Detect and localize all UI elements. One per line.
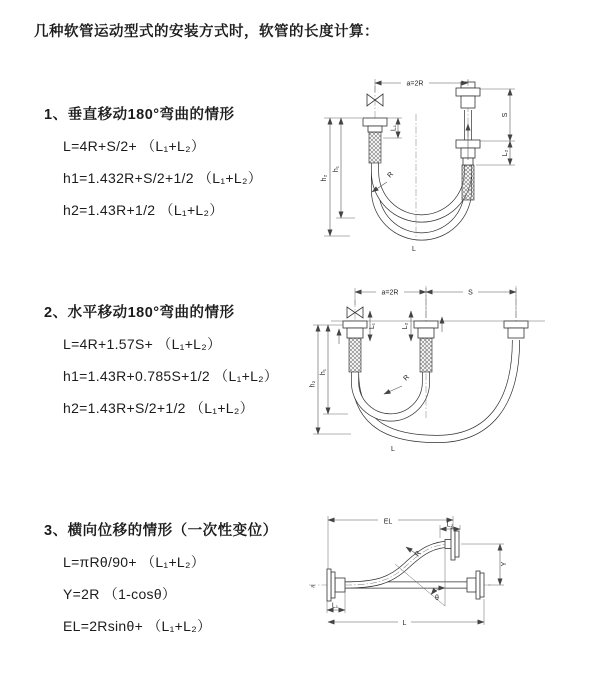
formula-line: h1=1.432R+S/2+1/2 （L₁+L₂） (63, 170, 263, 186)
dim-label-l2: L₂ (446, 521, 454, 529)
dim-label-y: Y (501, 561, 508, 567)
braid-section (462, 165, 474, 200)
section-lateral-displacement (44, 519, 278, 636)
flange-fitting-right (504, 321, 528, 338)
section-3-heading: 3、横向位移的情形（一次性变位） (44, 523, 278, 539)
dim-label-h2: h₂ (321, 174, 328, 182)
flange-fitting-left (363, 118, 387, 132)
break-symbol: ≈ (311, 583, 315, 591)
length-label: L (391, 446, 395, 453)
radius-label: R (386, 170, 395, 180)
flange-fitting-ghost-right (467, 571, 484, 599)
braid-section (349, 338, 361, 372)
diagram-vertical-bend (310, 70, 590, 255)
dim-label-l2: L₂ (502, 149, 509, 157)
flange-fitting-top-right (445, 528, 459, 560)
diagram-lateral-displacement (295, 500, 600, 645)
diagram-horizontal-bend (303, 282, 593, 457)
dim-label-l1: L₁ (331, 602, 339, 610)
length-label: L (402, 620, 407, 627)
angle-arc (431, 588, 445, 595)
dim-label-l1: L₁ (390, 124, 398, 132)
radius-label: R (413, 549, 423, 559)
section-vertical-movement (44, 103, 262, 220)
formula-line: h2=1.43R+1/2 （L₁+L₂） (63, 202, 224, 218)
page-title: 几种软管运动型式的安装方式时，软管的长度计算： (34, 24, 379, 40)
dim-label-l1: L₁ (369, 322, 376, 330)
section-2-heading: 2、水平移动180°弯曲的情形 (44, 305, 235, 321)
dim-label-el: EL (383, 518, 393, 526)
hose-centerline (345, 544, 452, 585)
dim-label-a2r: a=2R (406, 80, 424, 88)
formula-line: h1=1.43R+0.785S+1/2 （L₁+L₂） (63, 368, 279, 384)
braid-section (369, 132, 381, 163)
flange-fitting-middle (414, 321, 438, 338)
radius-label: R (402, 373, 411, 383)
section-1-heading: 1、垂直移动180°弯曲的情形 (44, 107, 235, 123)
angle-label: θ (435, 595, 439, 602)
dim-label-h2: h₂ (309, 380, 317, 388)
dim-label-h1: h₁ (320, 368, 327, 376)
dim-label-l2: L₂ (402, 322, 409, 330)
section-horizontal-movement (44, 301, 278, 418)
formula-line: h2=1.43R+S/2+1/2 （L₁+L₂） (63, 400, 254, 416)
formula-line: EL=2Rsinθ+ （L₁+L₂） (63, 618, 212, 634)
formula-line: L=4R+1.57S+ （L₁+L₂） (63, 336, 222, 352)
formula-line: L=4R+S/2+ （L₁+L₂） (63, 138, 206, 154)
formula-line: Y=2R （1-cosθ） (63, 586, 177, 602)
dim-label-s: S (502, 112, 509, 118)
length-label: L (412, 246, 416, 253)
dim-label-s: S (468, 289, 473, 297)
braid-section (420, 338, 432, 372)
formula-line: L=πRθ/90+ （L₁+L₂） (63, 554, 206, 570)
hose-displaced (345, 544, 452, 585)
flange-fitting-left (327, 569, 345, 601)
flange-fitting-left (343, 321, 367, 338)
dim-label-h1: h₁ (333, 165, 340, 173)
dim-label-a2r: a=2R (381, 289, 399, 297)
